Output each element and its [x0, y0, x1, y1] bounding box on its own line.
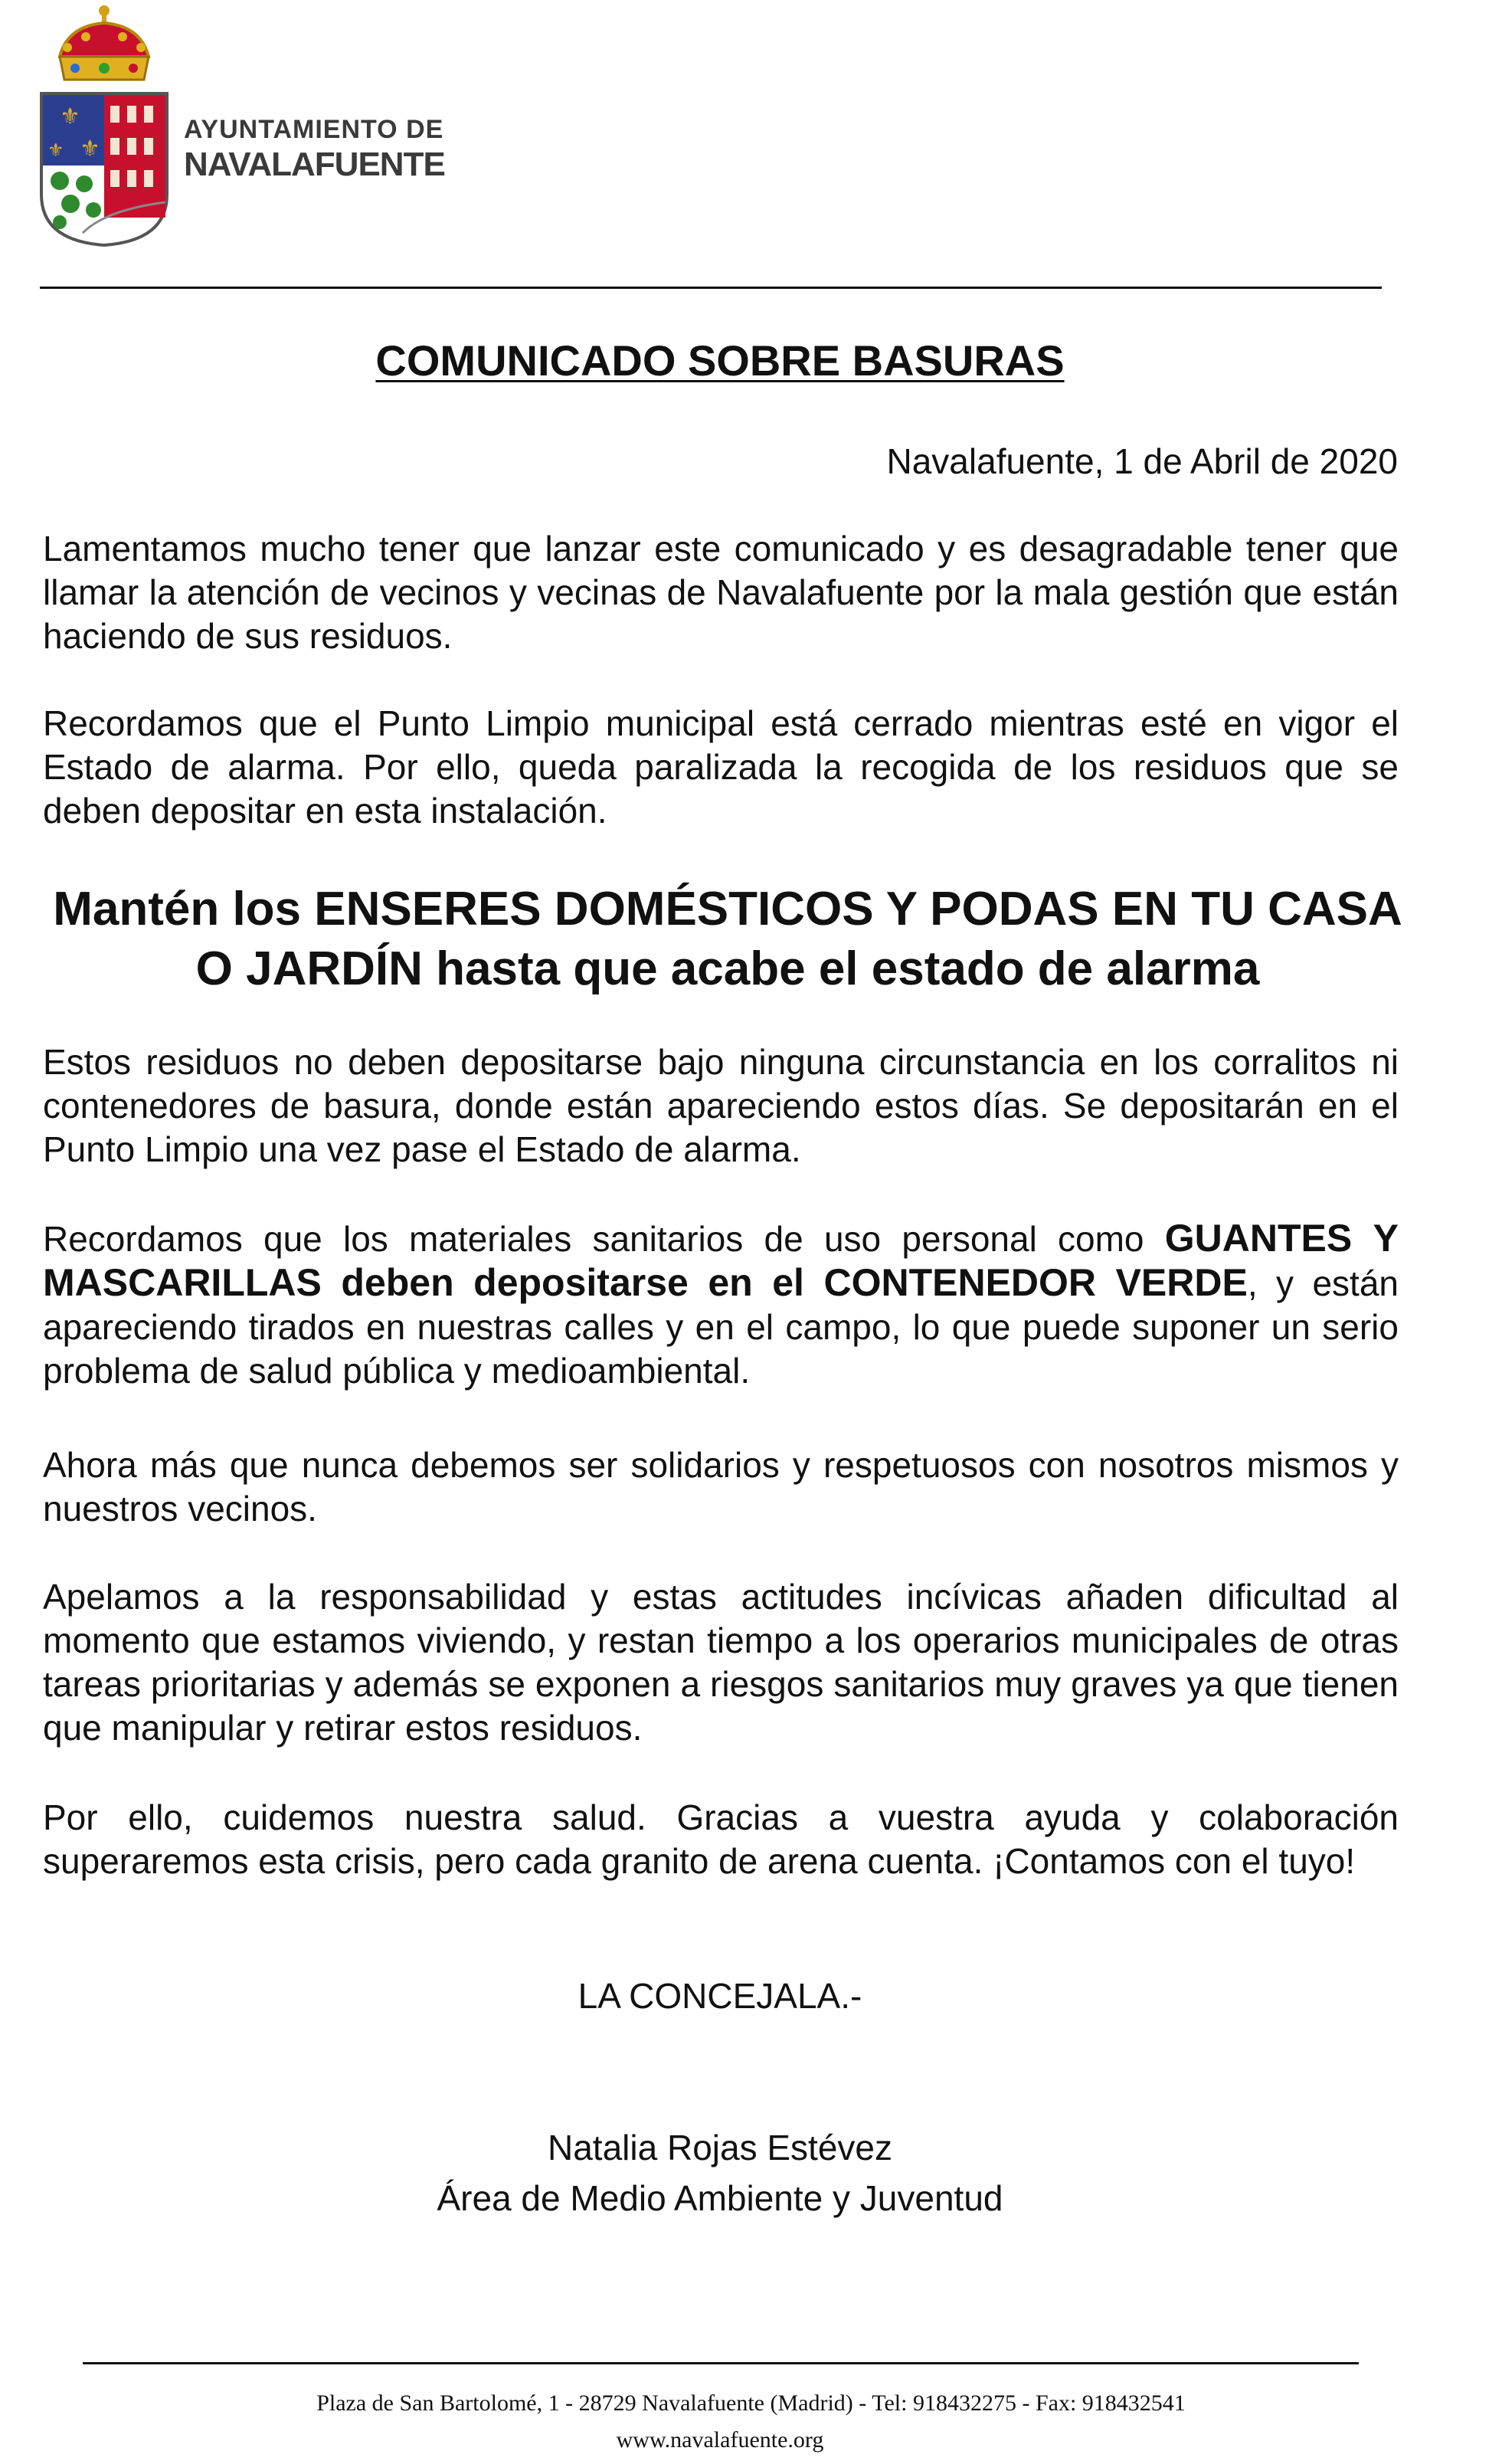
signature-area: Área de Medio Ambiente y Juventud: [437, 2178, 1003, 2218]
paragraph-2: Recordamos que el Punto Limpio municipal está cerrado mientras esté en vigor el Estado de alarma. Por ello, queda paralizada la recogida de los residuos que se deben depositar en esta instalación.: [43, 703, 1399, 831]
footer-address: Plaza de San Bartolomé, 1 - 28729 Navalafuente (Madrid) - Tel: 918432275 - Fax: 918432541: [316, 2390, 1186, 2416]
svg-text:⚜: ⚜: [47, 139, 64, 161]
footer-website-link[interactable]: www.navalafuente.org: [616, 2427, 824, 2453]
svg-text:⚜: ⚜: [80, 136, 100, 162]
paragraph-6: Apelamos a la responsabilidad y estas actitudes incívicas añaden dificultad al momento que estamos viviendo, y restan tiempo a los operarios municipales de otras tareas prioritarias y además se exponen a riesgos sanitarios muy graves ya que tienen que manipular y retirar estos residuos.: [43, 1577, 1399, 1748]
coat-of-arms-logo: [37, 3, 172, 248]
paragraph-4: [43, 1217, 1399, 1393]
highlight-notice: Mantén los ENSERES DOMÉSTICOS Y PODAS EN TU CASA O JARDÍN hasta que acabe el estado de alarma: [53, 883, 1402, 995]
paragraph-7: Por ello, cuidemos nuestra salud. Gracias a vuestra ayuda y colaboración superaremos esta crisis, pero cada granito de arena cuenta. ¡Contamos con el tuyo!: [43, 1797, 1399, 1881]
paragraph-1: Lamentamos mucho tener que lanzar este comunicado y es desagradable tener que llamar la atención de vecinos y vecinas de Navalafuente por la mala gestión que están haciendo de sus residuos.: [43, 529, 1399, 656]
document-title: COMUNICADO SOBRE BASURAS: [375, 336, 1065, 385]
paragraph-4-end: , y están apareciendo tirados en nuestras calles y en el campo, lo que puede suponer un serio problema de salud pública y medioambiental.: [43, 1263, 1399, 1391]
paragraph-4-bold: GUANTES Y MASCARILLAS deben depositarse en el CONTENEDOR VERDE: [43, 1217, 1399, 1304]
footer-divider: [83, 2362, 1359, 2364]
paragraph-5: Ahora más que nunca debemos ser solidarios y respetuosos con nosotros mismos y nuestros vecinos.: [43, 1445, 1399, 1529]
signature-role: LA CONCEJALA.-: [578, 1976, 862, 2016]
paragraph-4-start: Recordamos que los materiales sanitarios de uso personal como: [43, 1219, 1165, 1259]
signature-name: Natalia Rojas Estévez: [548, 2128, 892, 2167]
svg-text:⚜: ⚜: [60, 103, 80, 130]
header-divider: [40, 287, 1382, 289]
org-name-line2: NAVALAFUENTE: [184, 146, 445, 183]
paragraph-3: Estos residuos no deben depositarse bajo ninguna circunstancia en los corralitos ni contenedores de basura, donde están apareciendo estos días. Se depositarán en el Punto Limpio una vez pase el Estado de alarma.: [43, 1042, 1399, 1169]
org-name-line1: AYUNTAMIENTO DE: [184, 115, 444, 144]
document-date: Navalafuente, 1 de Abril de 2020: [886, 441, 1398, 481]
